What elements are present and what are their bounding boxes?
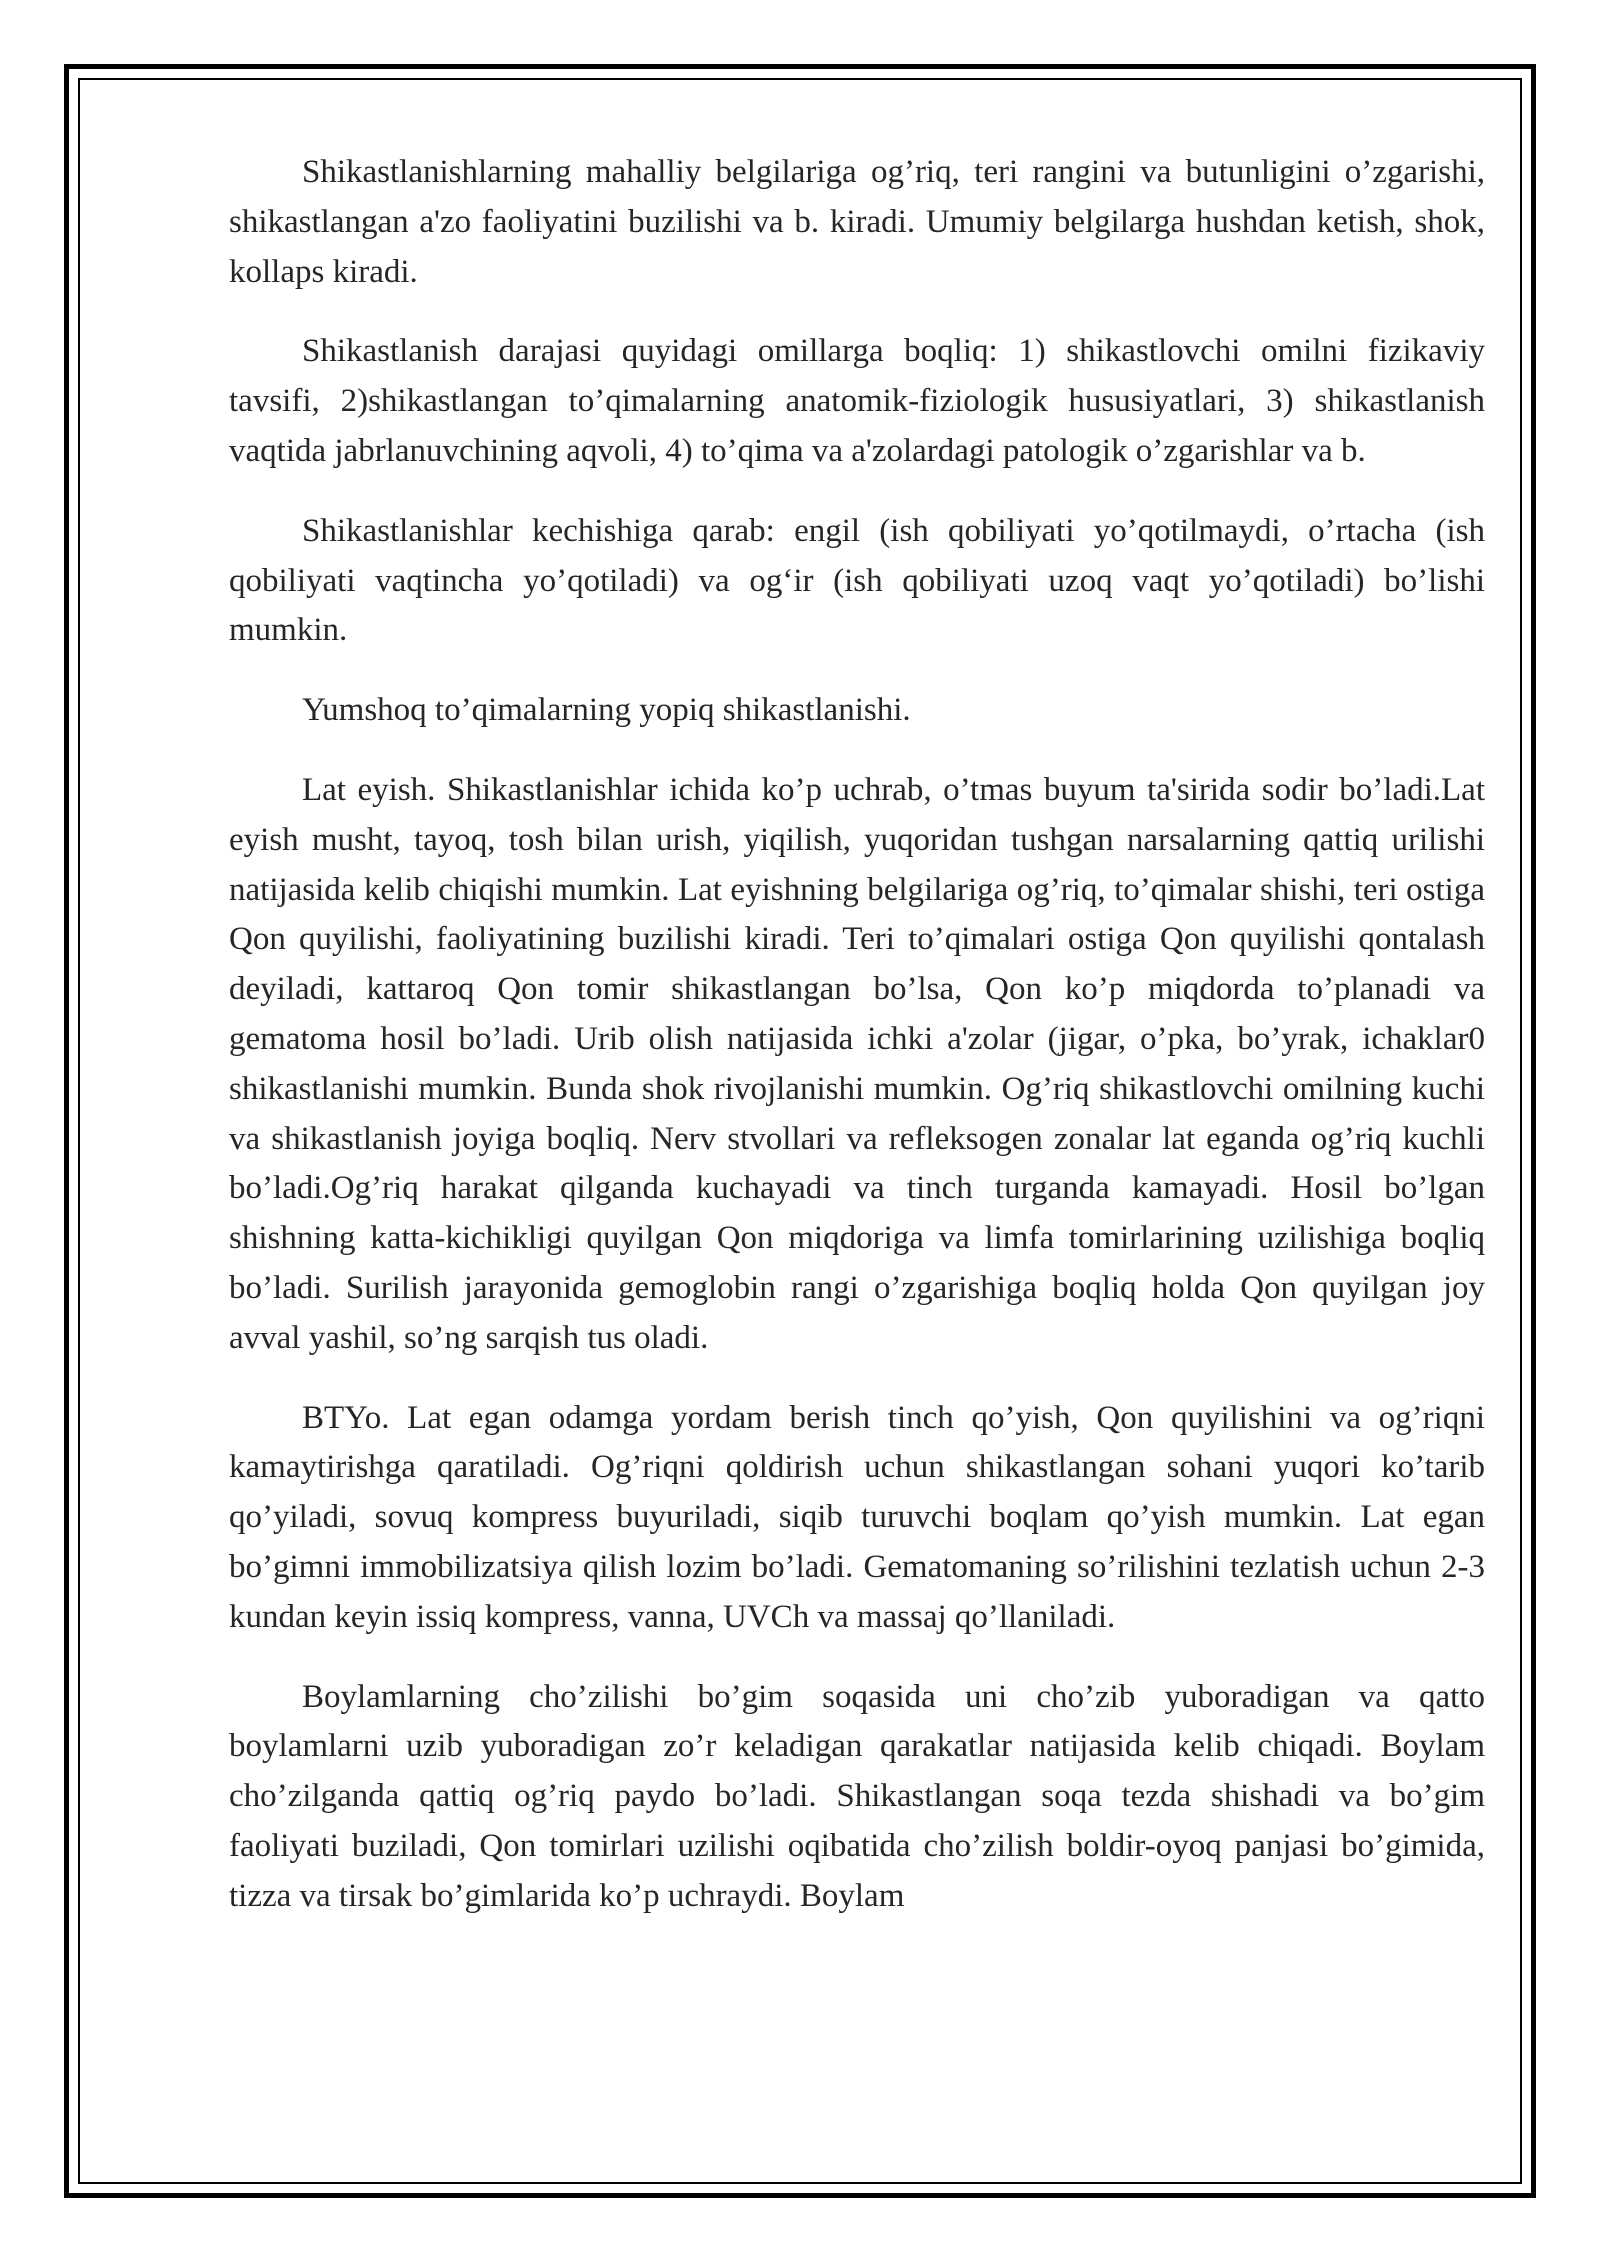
- paragraph-injury-course: Shikastlanishlar kechishiga qarab: engil (ish qobiliyati yo’qotilmaydi, o’rtacha (ish qobiliyati vaqtincha yo’qotiladi) va og‘ir (ish qobiliyati uzoq vaqt yo’qotiladi) bo’lishi mumkin.: [229, 512, 1485, 649]
- section-heading-soft-tissue: Yumshoq to’qimalarning yopiq shikastlanishi.: [302, 692, 911, 729]
- paragraph-injury-degree: Shikastlanish darajasi quyidagi omillarga boqliq: 1) shikastlovchi omilni fizikaviy tavsifi, 2)shikastlangan to’qimalarning anatomik-fiziologik hususiyatlari, 3) shikastlanish vaqtida jabrlanuvchining aqvoli, 4) to’qima va a'zolardagi patologik o’zgarishlar va b.: [229, 333, 1485, 469]
- paragraph-first-aid: BTYo. Lat egan odamga yordam berish tinch qo’yish, Qon quyilishini va og’riqni kamaytirishga qaratiladi. Og’riqni qoldirish uchun shikastlangan sohani yuqori ko’tarib qo’yiladi, sovuq kompress buyuriladi, siqib turuvchi boqlam qo’yish mumkin. Lat egan bo’gimni immobilizatsiya qilish lozim bo’ladi. Gematomaning so’rilishini tezlatish uchun 2-3 kundan keyin issiq kompress, vanna, UVCh va massaj qo’llaniladi.: [229, 1399, 1485, 1635]
- paragraph-symptoms: Shikastlanishlarning mahalliy belgilariga og’riq, teri rangini va butunligini o’zgarishi, shikastlangan a'zo faoliyatini buzilishi va b. kiradi. Umumiy belgilarga hushdan ketish, shok, kollaps kiradi.: [229, 154, 1485, 290]
- paragraph-ligament-sprain: Boylamlarning cho’zilishi bo’gim soqasida uni cho’zib yuboradigan va qatto boylamlarni uzib yuboradigan zo’r keladigan qarakatlar natijasida kelib chiqadi. Boylam cho’zilganda qattiq og’riq paydo bo’ladi. Shikastlangan soqa tezda shishadi va bo’gim faoliyati buziladi, Qon tomirlari uzilishi oqibatida cho’zilish boldir-oyoq panjasi bo’gimida, tizza va tirsak bo’gimlarida ko’p uchraydi. Boylam: [229, 1678, 1485, 1914]
- document-body: [229, 148, 1485, 1952]
- paragraph-contusion: Lat eyish. Shikastlanishlar ichida ko’p uchrab, o’tmas buyum ta'sirida sodir bo’ladi.Lat eyish musht, tayoq, tosh bilan urish, yiqilish, yuqoridan tushgan narsalarning qattiq urilishi natijasida kelib chiqishi mumkin. Lat eyishning belgilariga og’riq, to’qimalar shishi, teri ostiga Qon quyilishi, faoliyatining buzilishi kiradi. Teri to’qimalari ostiga Qon quyilishi qontalash deyiladi, kattaroq Qon tomir shikastlangan bo’lsa, Qon ko’p miqdorda to’planadi va gematoma hosil bo’ladi. Urib olish natijasida ichki a'zolar (jigar, o’pka, bo’yrak, ichaklar0 shikastlanishi mumkin. Bunda shok rivojlanishi mumkin. Og’riq shikastlovchi omilning kuchi va shikastlanish joyiga boqliq. Nerv stvollari va refleksogen zonalar lat eganda og’riq kuchli bo’ladi.Og’riq harakat qilganda kuchayadi va tinch turganda kamayadi. Hosil bo’lgan shishning katta-kichikligi quyilgan Qon miqdoriga va limfa tomirlarining uzilishiga boqliq bo’ladi. Surilish jarayonida gemoglobin rangi o’zgarishiga boqliq holda Qon quyilgan joy avval yashil, so’ng sarqish tus oladi.: [229, 771, 1485, 1356]
